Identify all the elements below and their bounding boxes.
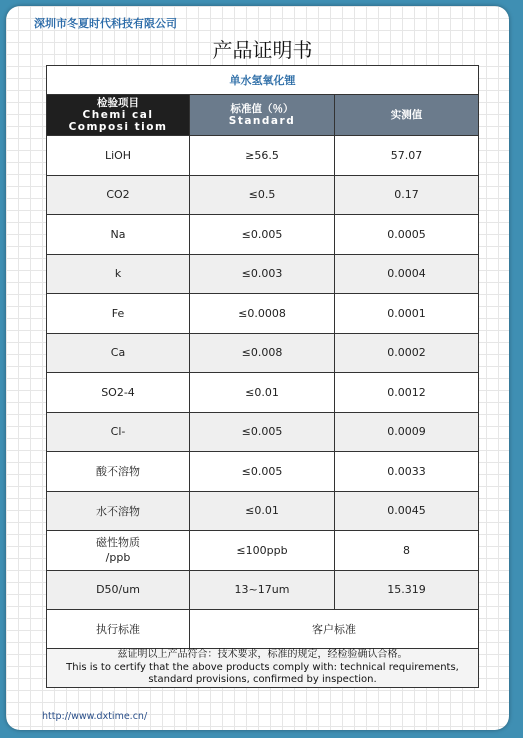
cell-item: LiOH <box>47 136 190 176</box>
cell-item: CO2 <box>47 175 190 215</box>
header-measured: 实测值 <box>335 95 479 136</box>
table-row <box>47 333 479 373</box>
cell-measured: 15.319 <box>335 570 479 610</box>
cell-measured: 0.0005 <box>335 215 479 255</box>
header-item-en1: Chemi cal <box>82 109 154 121</box>
cell-item: 酸不溶物 <box>47 452 190 492</box>
table-row <box>47 491 479 531</box>
header-standard-en: Standard <box>228 115 296 127</box>
cell-standard: ≤0.005 <box>190 215 335 255</box>
cell-measured: 0.0004 <box>335 254 479 294</box>
cell-standard: 13~17um <box>190 570 335 610</box>
certificate-sheet <box>6 6 509 730</box>
cell-item: Cl- <box>47 412 190 452</box>
cell-measured: 0.17 <box>335 175 479 215</box>
cell-measured: 0.0009 <box>335 412 479 452</box>
cell-measured: 0.0033 <box>335 452 479 492</box>
certificate-table <box>46 65 479 688</box>
cell-standard: ≤0.01 <box>190 491 335 531</box>
execution-label: 执行标准 <box>47 610 190 649</box>
certification-note-row <box>47 649 479 688</box>
company-name: 深圳市冬夏时代科技有限公司 <box>34 17 177 30</box>
table-row <box>47 215 479 255</box>
cell-item: SO2-4 <box>47 373 190 413</box>
cell-standard: ≤0.01 <box>190 373 335 413</box>
execution-value: 客户标准 <box>190 610 479 649</box>
cell-standard: ≤0.005 <box>190 452 335 492</box>
table-row <box>47 531 479 571</box>
header-standard <box>190 95 335 136</box>
table-row <box>47 254 479 294</box>
cell-item: Fe <box>47 294 190 334</box>
note-en-line2: standard provisions, confirmed by inspection. <box>148 674 377 685</box>
cell-standard: ≤0.5 <box>190 175 335 215</box>
note-en-line1: This is to certify that the above products comply with: technical requirements, <box>66 661 459 673</box>
cell-measured: 0.0001 <box>335 294 479 334</box>
header-standard-cn: 标准值（％） <box>230 103 294 115</box>
table-row <box>47 452 479 492</box>
page-title: 产品证明书 <box>212 38 313 62</box>
cell-standard: ≤0.0008 <box>190 294 335 334</box>
execution-row <box>47 610 479 649</box>
header-item-cn: 检验项目 <box>97 97 139 109</box>
cell-measured: 0.0012 <box>335 373 479 413</box>
cell-item: D50/um <box>47 570 190 610</box>
cell-item-line2: /ppb <box>105 551 131 565</box>
cell-item: 水不溶物 <box>47 491 190 531</box>
cell-standard: ≥56.5 <box>190 136 335 176</box>
table-row <box>47 570 479 610</box>
product-name: 单水氢氧化锂 <box>47 66 479 95</box>
table-row <box>47 412 479 452</box>
table-row <box>47 294 479 334</box>
cell-item: Ca <box>47 333 190 373</box>
table-row <box>47 175 479 215</box>
cell-measured: 0.0002 <box>335 333 479 373</box>
product-row <box>47 66 479 95</box>
note-cn: 兹证明以上产品符合：技术要求，标准的规定，经检验确认合格。 <box>117 649 408 660</box>
data-rows <box>47 136 479 610</box>
cell-standard: ≤0.008 <box>190 333 335 373</box>
cell-standard: ≤0.005 <box>190 412 335 452</box>
cell-standard: ≤0.003 <box>190 254 335 294</box>
cell-item-line1: 磁性物质 <box>96 536 140 550</box>
cell-standard: ≤100ppb <box>190 531 335 571</box>
cell-measured: 57.07 <box>335 136 479 176</box>
table-row <box>47 136 479 176</box>
header-item <box>47 95 190 136</box>
header-item-en2: Composi tiom <box>68 121 168 133</box>
certification-note <box>47 649 479 688</box>
cell-item: k <box>47 254 190 294</box>
website-link[interactable]: http://www.dxtime.cn/ <box>42 711 148 722</box>
cell-item: Na <box>47 215 190 255</box>
table-row <box>47 373 479 413</box>
cell-measured: 8 <box>335 531 479 571</box>
header-row <box>47 95 479 136</box>
cell-measured: 0.0045 <box>335 491 479 531</box>
cell-item <box>47 531 190 571</box>
